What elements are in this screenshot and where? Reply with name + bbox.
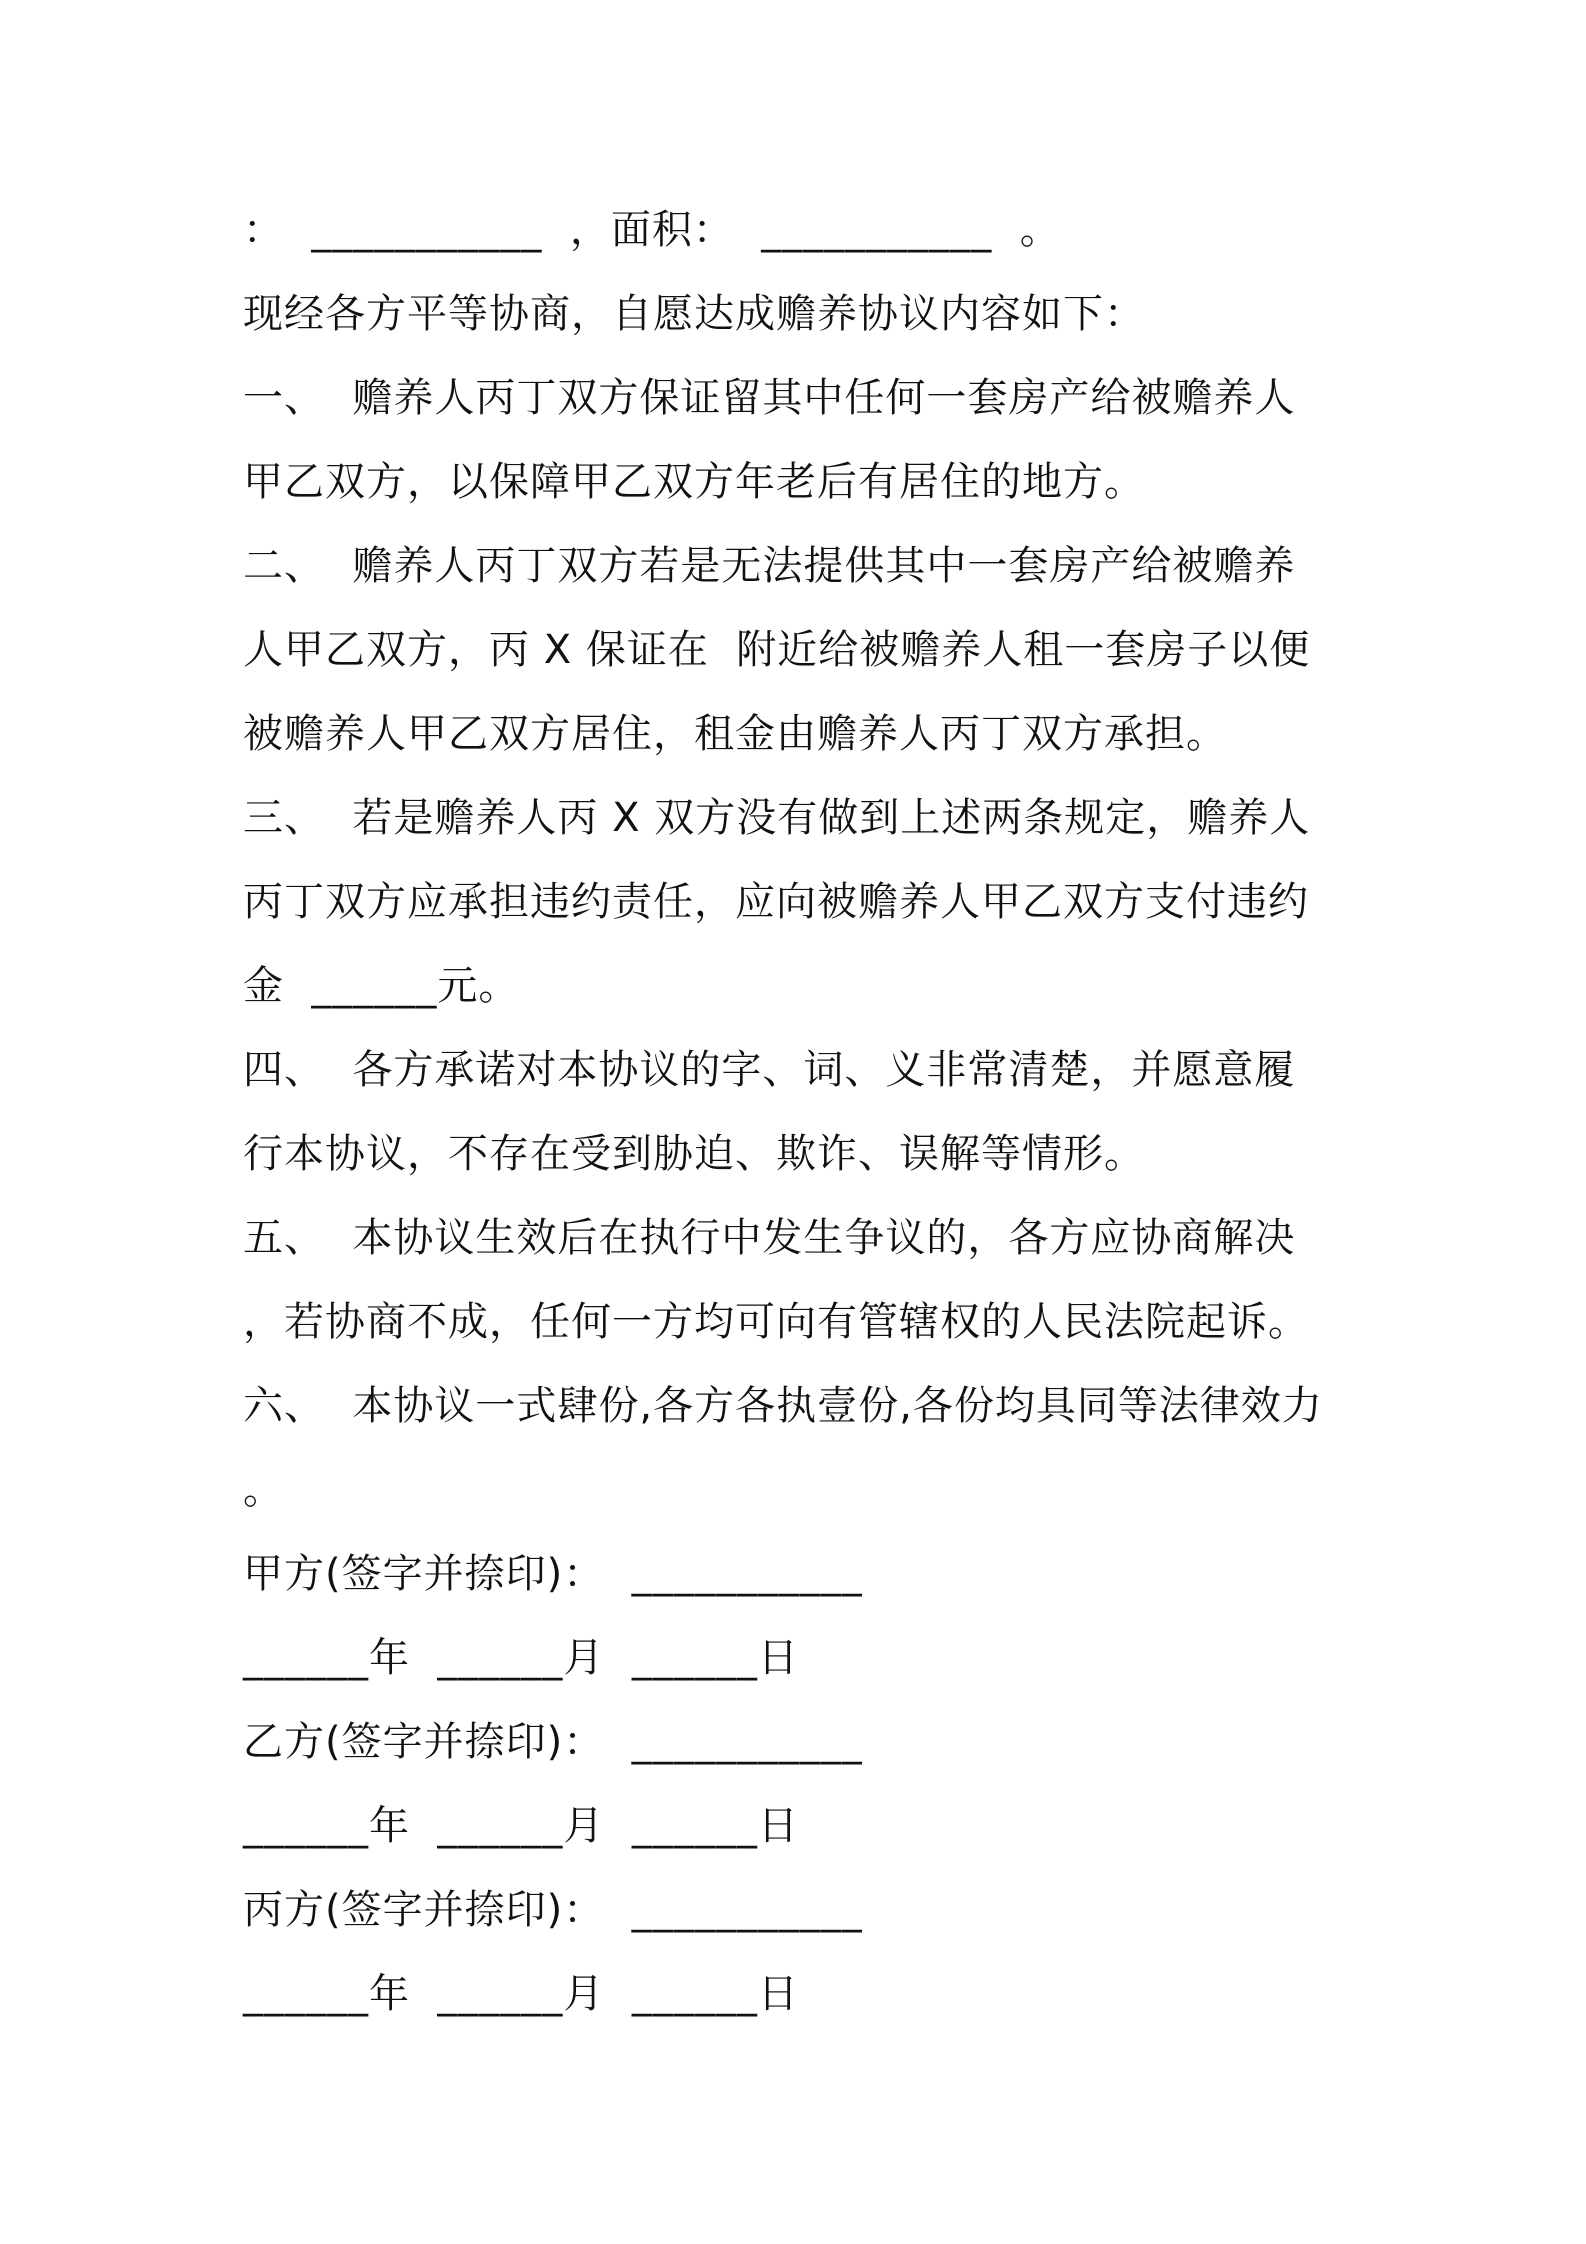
party-c-signature: 丙方(签字并捺印)： ___________: [243, 1887, 863, 1933]
party-c-date: ______年 ______月 ______日: [243, 1971, 799, 2017]
clause-6-line-1: 六、 本协议一式肆份,各方各执壹份,各份均具同等法律效力: [243, 1383, 1323, 1429]
clause-4-line-1: 四、 各方承诺对本协议的字、词、义非常清楚，并愿意履: [243, 1047, 1296, 1093]
clause-3-line-2: 丙丁双方应承担违约责任，应向被赡养人甲乙双方支付违约: [243, 879, 1309, 925]
clause-5-line-2: ，若协商不成，任何一方均可向有管辖权的人民法院起诉。: [243, 1299, 1309, 1345]
clause-1-line-2: 甲乙双方，以保障甲乙双方年老后有居住的地方。: [243, 459, 1145, 505]
party-a-date: ______年 ______月 ______日: [243, 1635, 799, 1681]
clause-1-line-1: 一、 赡养人丙丁双方保证留其中任何一套房产给被赡养人: [243, 375, 1296, 421]
clause-2-line-3: 被赡养人甲乙双方居住，租金由赡养人丙丁双方承担。: [243, 711, 1227, 757]
clause-2-line-2: 人甲乙双方，丙 X 保证在 附近给被赡养人租一套房子以便: [243, 627, 1311, 673]
clause-6-line-2: 。: [243, 1467, 284, 1513]
clause-3-line-1: 三、 若是赡养人丙 X 双方没有做到上述两条规定，赡养人: [243, 795, 1311, 841]
party-b-signature: 乙方(签字并捺印)： ___________: [243, 1719, 863, 1765]
clause-5-line-1: 五、 本协议生效后在执行中发生争议的，各方应协商解决: [243, 1215, 1296, 1261]
property-area-line: ： ___________ ，面积： ___________ 。: [243, 207, 1061, 253]
party-b-date: ______年 ______月 ______日: [243, 1803, 799, 1849]
party-a-signature: 甲方(签字并捺印)： ___________: [243, 1551, 863, 1597]
clause-3-line-3: 金 ______元。: [243, 963, 520, 1009]
clause-2-line-1: 二、 赡养人丙丁双方若是无法提供其中一套房产给被赡养: [243, 543, 1296, 589]
intro-line: 现经各方平等协商，自愿达成赡养协议内容如下：: [243, 291, 1145, 337]
clause-4-line-2: 行本协议，不存在受到胁迫、欺诈、误解等情形。: [243, 1131, 1145, 1177]
